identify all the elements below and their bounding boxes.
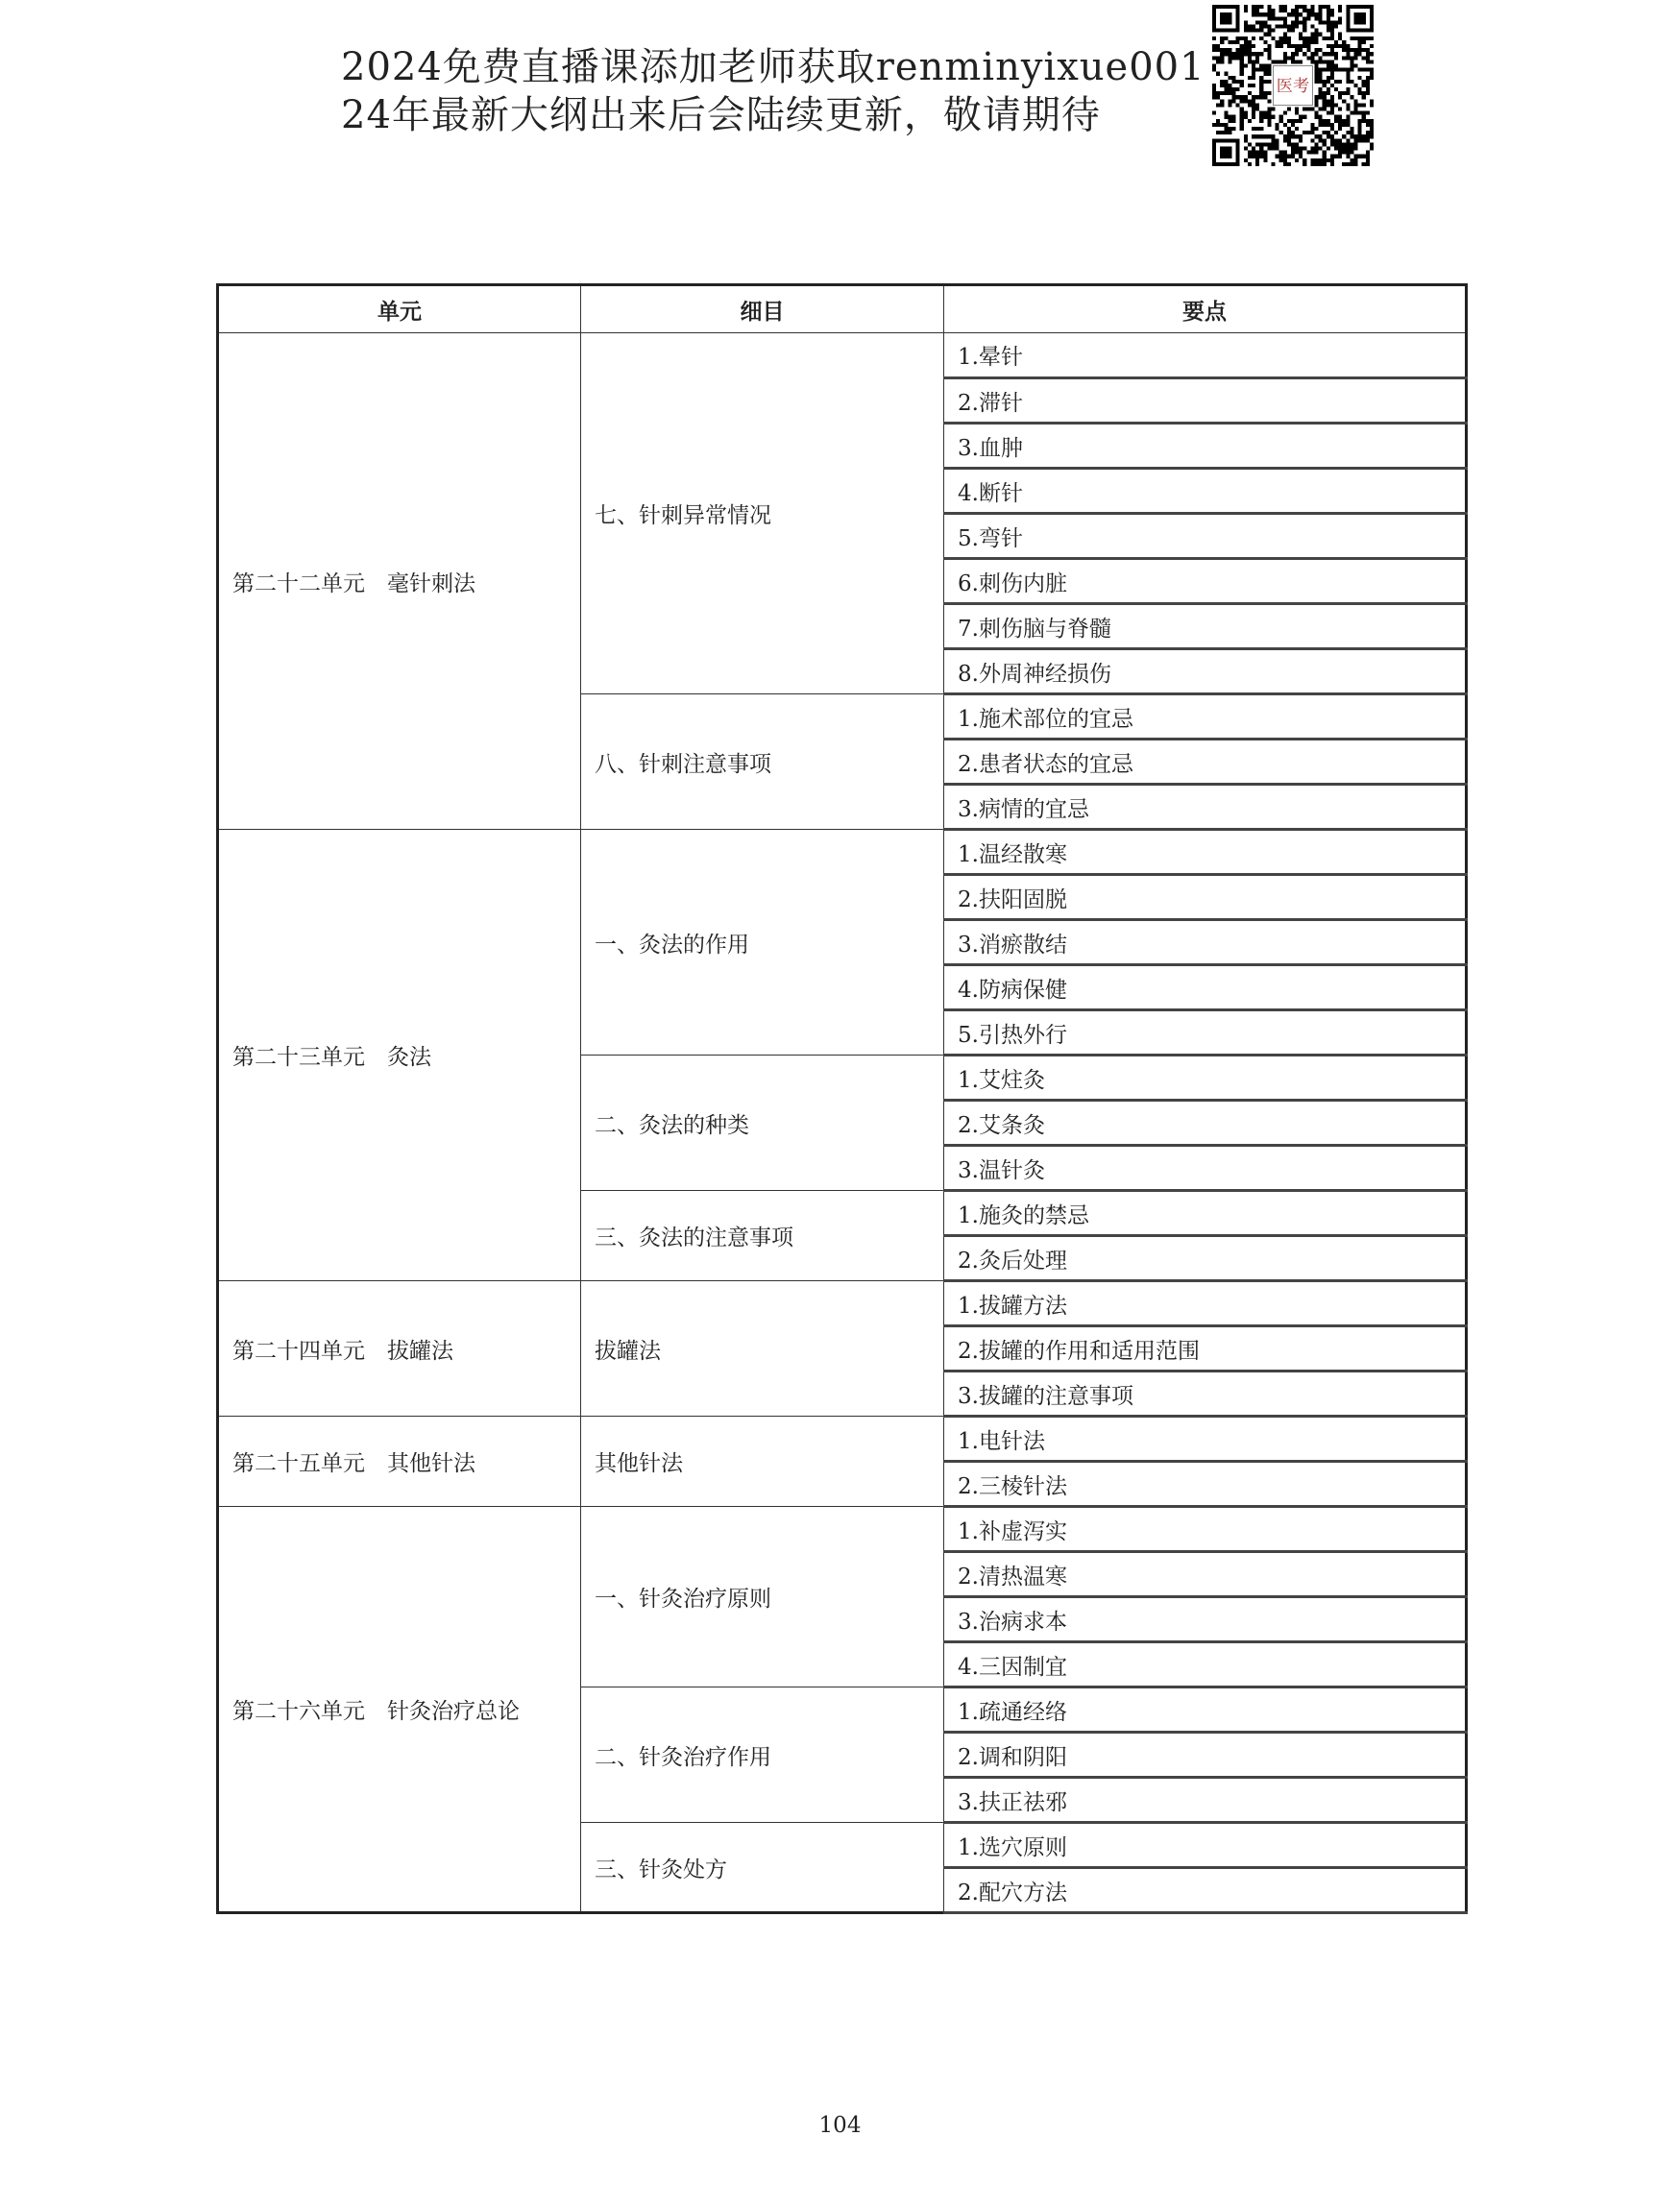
item-cell: 八、针刺注意事项 xyxy=(581,694,944,830)
point-cell: 4.断针 xyxy=(944,469,1467,514)
point-cell: 6.刺伤内脏 xyxy=(944,559,1467,604)
item-cell: 二、针灸治疗作用 xyxy=(581,1687,944,1823)
item-cell: 拔罐法 xyxy=(581,1281,944,1417)
item-cell: 三、针灸处方 xyxy=(581,1823,944,1913)
point-cell: 2.清热温寒 xyxy=(944,1552,1467,1597)
point-cell: 3.扶正祛邪 xyxy=(944,1778,1467,1823)
point-cell: 4.防病保健 xyxy=(944,965,1467,1010)
item-cell: 一、针灸治疗原则 xyxy=(581,1507,944,1687)
point-cell: 1.温经散寒 xyxy=(944,830,1467,875)
point-cell: 3.拔罐的注意事项 xyxy=(944,1372,1467,1417)
point-cell: 3.温针灸 xyxy=(944,1146,1467,1191)
header xyxy=(341,43,1205,139)
point-cell: 2.拔罐的作用和适用范围 xyxy=(944,1326,1467,1372)
unit-cell: 第二十六单元 针灸治疗总论 xyxy=(218,1507,581,1913)
table-row xyxy=(218,1417,1467,1462)
point-cell: 2.患者状态的宜忌 xyxy=(944,740,1467,785)
table-body xyxy=(218,333,1467,1913)
point-cell: 7.刺伤脑与脊髓 xyxy=(944,604,1467,649)
point-cell: 2.扶阳固脱 xyxy=(944,875,1467,920)
unit-cell: 第二十二单元 毫针刺法 xyxy=(218,333,581,830)
item-cell: 二、灸法的种类 xyxy=(581,1056,944,1191)
table-row xyxy=(218,1281,1467,1326)
point-cell: 5.引热外行 xyxy=(944,1010,1467,1056)
table-row xyxy=(218,1507,1467,1552)
header-line-1: 2024免费直播课添加老师获取renminyixue001 xyxy=(341,45,1205,89)
point-cell: 1.补虚泻实 xyxy=(944,1507,1467,1552)
point-cell: 2.调和阴阳 xyxy=(944,1733,1467,1778)
point-cell: 3.消瘀散结 xyxy=(944,920,1467,965)
point-cell: 1.晕针 xyxy=(944,333,1467,378)
table-row xyxy=(218,333,1467,378)
unit-cell: 第二十四单元 拔罐法 xyxy=(218,1281,581,1417)
item-cell: 三、灸法的注意事项 xyxy=(581,1191,944,1281)
unit-cell: 第二十三单元 灸法 xyxy=(218,830,581,1281)
point-cell: 2.滞针 xyxy=(944,378,1467,424)
point-cell: 1.拔罐方法 xyxy=(944,1281,1467,1326)
point-cell: 3.血肿 xyxy=(944,424,1467,469)
table-row xyxy=(218,830,1467,875)
page-number: 104 xyxy=(818,2113,862,2138)
unit-cell: 第二十五单元 其他针法 xyxy=(218,1417,581,1507)
point-cell: 2.灸后处理 xyxy=(944,1236,1467,1281)
column-header-item: 细目 xyxy=(581,285,944,333)
point-cell: 8.外周神经损伤 xyxy=(944,649,1467,694)
item-cell: 七、针刺异常情况 xyxy=(581,333,944,694)
point-cell: 1.电针法 xyxy=(944,1417,1467,1462)
column-header-unit: 单元 xyxy=(218,285,581,333)
point-cell: 1.疏通经络 xyxy=(944,1687,1467,1733)
point-cell: 2.配穴方法 xyxy=(944,1868,1467,1913)
point-cell: 1.选穴原则 xyxy=(944,1823,1467,1868)
point-cell: 2.三棱针法 xyxy=(944,1462,1467,1507)
header-line-2: 24年最新大纲出来后会陆续更新，敬请期待 xyxy=(341,93,1101,137)
point-cell: 4.三因制宜 xyxy=(944,1642,1467,1687)
item-cell: 一、灸法的作用 xyxy=(581,830,944,1056)
point-cell: 1.施灸的禁忌 xyxy=(944,1191,1467,1236)
point-cell: 3.治病求本 xyxy=(944,1597,1467,1642)
item-cell: 其他针法 xyxy=(581,1417,944,1507)
point-cell: 1.施术部位的宜忌 xyxy=(944,694,1467,740)
table-header-row xyxy=(218,285,1467,333)
column-header-point: 要点 xyxy=(944,285,1467,333)
point-cell: 5.弯针 xyxy=(944,514,1467,559)
syllabus-table xyxy=(216,283,1468,1914)
qr-code xyxy=(1212,5,1374,166)
point-cell: 3.病情的宜忌 xyxy=(944,785,1467,830)
point-cell: 1.艾炷灸 xyxy=(944,1056,1467,1101)
qr-badge: 医考 xyxy=(1276,77,1310,97)
point-cell: 2.艾条灸 xyxy=(944,1101,1467,1146)
